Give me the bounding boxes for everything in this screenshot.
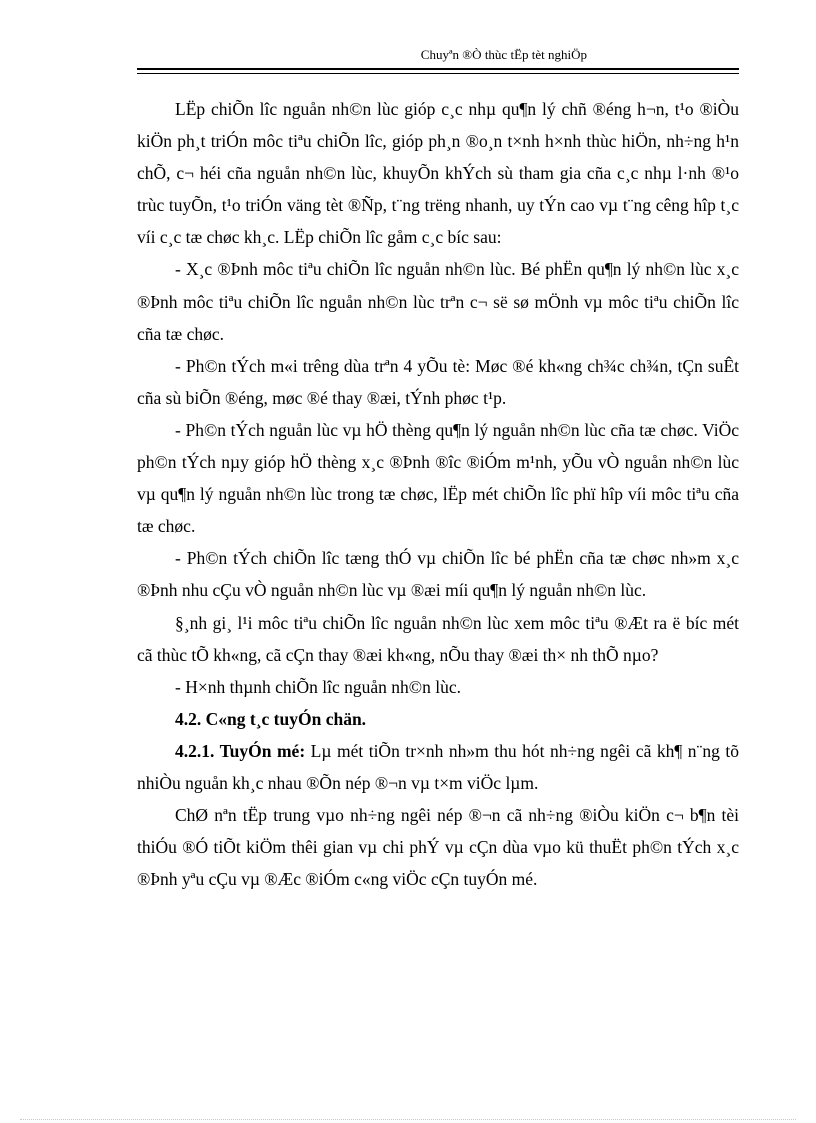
paragraph-closing: ChØ nªn tËp trung vµo nh÷ng ngêi nép ®¬n cã nh÷ng ®iÒu kiÖn c¬ b¶n tèi thiÓu ®Ó tiÕt kiÖm thêi gian vµ chi phÝ vµ cÇn dùa vµo kü thuËt ph©n tÝch x¸c ®Þnh yªu cÇu vµ ®Æc ®iÓm c«ng viÖc cÇn tuyÓn mé. (137, 805, 739, 890)
paragraph-define-goals: - X¸c ®Þnh môc tiªu chiÕn lîc nguån nh©n lùc. Bé phËn qu¶n lý nh©n lùc x¸c ®Þnh môc tiªu chiÕn lîc nguån nh©n lùc trªn c¬ së sø mÖnh vµ môc tiªu chiÕn lîc cña tæ chøc. (137, 259, 739, 344)
paragraph-environment-analysis: - Ph©n tÝch m«i trêng dùa trªn 4 yÕu tè: Møc ®é kh«ng ch¾c ch¾n, tÇn suÊt cña sù biÕn ®éng, møc ®é thay ®æi, tÝnh phøc t¹p. (137, 355, 739, 408)
paragraph-reevaluate-goals: §¸nh gi¸ l¹i môc tiªu chiÕn lîc nguån nh©n lùc xem môc tiªu ®Æt ra ë bíc mét cã thùc tÕ kh«ng, cã cÇn thay ®æi kh«ng, nÕu thay ®æi th× nh thÕ nµo? (137, 612, 739, 665)
header-title: Chuyªn ®Ò thùc tËp tèt nghiÖp (420, 47, 587, 62)
paragraph-strategy-intro: LËp chiÕn lîc nguån nh©n lùc gióp c¸c nhµ qu¶n lý chñ ®éng h¬n, t¹o ®iÒu kiÖn ph¸t triÓn môc tiªu chiÕn lîc, gióp ph¸n ®o¸n t×nh h×nh thùc hiÖn, nh÷ng h¹n chÕ, c¬ héi cña nguån nh©n lùc, khuyÕn khÝch sù tham gia cña c¸c nhµ l·nh ®¹o trùc tuyÕn, t¹o triÓn väng tèt ®Ñp, t¨ng trëng nhanh, uy tÝn cao vµ t¨ng cêng hîp t¸c víi c¸c tæ chøc kh¸c. LËp chiÕn lîc gåm c¸c bíc sau: (137, 99, 739, 248)
document-body (137, 93, 739, 895)
subsection-text: Lµ mét tiÕn tr×nh nh»m thu hót nh÷ng ngêi cã kh¶ n¨ng tõ nhiÒu nguån kh¸c nhau ®Õn nép ®¬n vµ t×m viÖc lµm. (137, 740, 739, 793)
section-heading: 4.2. C«ng t¸c tuyÓn chän. (175, 708, 367, 729)
paragraph-resource-analysis: - Ph©n tÝch nguån lùc vµ hÖ thèng qu¶n lý nguån nh©n lùc cña tæ chøc. ViÖc ph©n tÝch nµy gióp hÖ thèng x¸c ®Þnh ®îc ®iÓm m¹nh, yÕu vÒ nguån nh©n lùc vµ qu¶n lý nguån nh©n lùc trong tæ chøc, lËp mét chiÕn lîc phï hîp víi môc tiªu cña tæ chøc. (137, 419, 739, 537)
subsection-heading: 4.2.1. TuyÓn mé: (175, 740, 306, 761)
paragraph-recruitment (137, 735, 739, 799)
header-rule-thick (137, 68, 739, 70)
paragraph-form-strategy: - H×nh thµnh chiÕn lîc nguån nh©n lùc. (175, 676, 461, 697)
header-rule-thin (137, 73, 739, 74)
paragraph-overall-strategy: - Ph©n tÝch chiÕn lîc tæng thÓ vµ chiÕn lîc bé phËn cña tæ chøc nh»m x¸c ®Þnh nhu cÇu vÒ nguån nh©n lùc vµ ®æi míi qu¶n lý nguån nh©n lùc. (137, 548, 739, 601)
page-bottom-border (20, 1119, 796, 1120)
